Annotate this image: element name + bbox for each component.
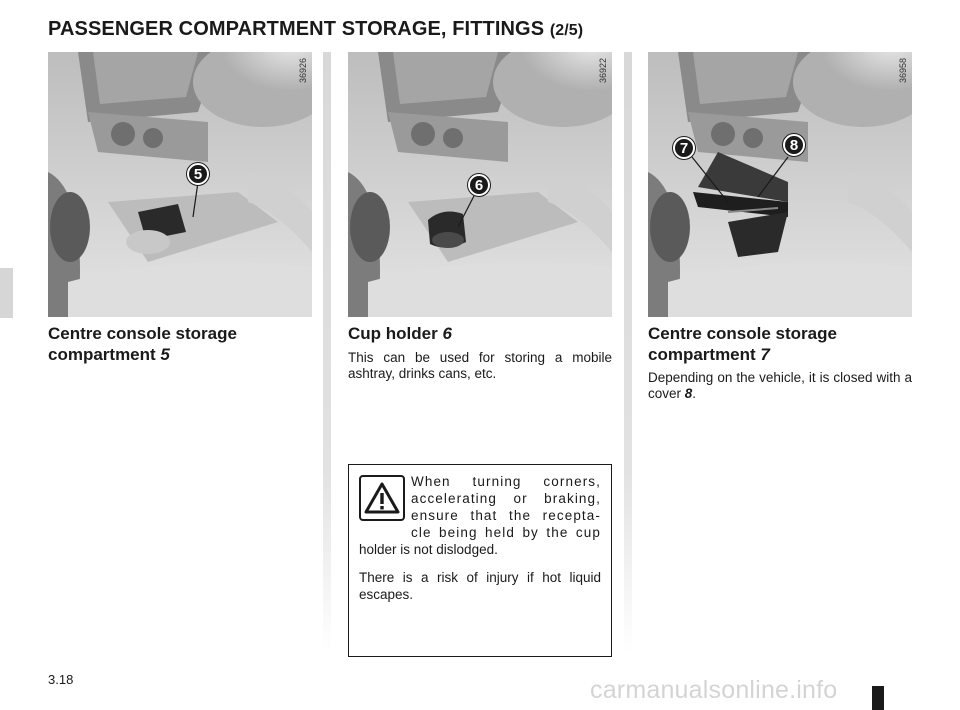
heading-centre-console-storage-7 <box>648 323 868 365</box>
page-title-part: (2/5) <box>549 22 584 39</box>
description-ref: 8 <box>684 386 693 401</box>
storage-cover-description <box>648 370 912 402</box>
photo-centre-console-illustration <box>48 52 312 317</box>
warning-triangle-icon <box>359 475 405 521</box>
photo-code: 36926 <box>298 58 308 84</box>
column-divider-1 <box>323 52 331 652</box>
heading-text: Centre console storage compartment <box>648 324 837 364</box>
heading-text: Cup holder <box>348 324 438 343</box>
page-number: 3.18 <box>48 672 74 687</box>
description-end: . <box>692 386 697 401</box>
section-side-tab <box>0 268 13 318</box>
description-text: Depending on the vehicle, it is closed with a cover <box>648 370 912 401</box>
warning-p2: There is a risk of injury if hot liquid escapes. <box>359 570 601 602</box>
heading-cup-holder <box>348 323 612 344</box>
photo-centre-console <box>48 52 312 317</box>
heading-ref: 5 <box>160 345 170 364</box>
heading-ref: 6 <box>442 324 452 343</box>
footer-mark <box>872 686 884 710</box>
callout-8: 8 <box>783 134 805 156</box>
photo-cup-holder <box>348 52 612 317</box>
photo-storage-cover-illustration <box>648 52 912 317</box>
warning-rest: holder is not dislodged. <box>359 542 498 557</box>
warning-box <box>348 464 612 657</box>
column-divider-2 <box>624 52 632 652</box>
photo-code: 36958 <box>898 58 908 84</box>
heading-text: Centre console storage compartment <box>48 324 237 364</box>
callout-7: 7 <box>673 137 695 159</box>
watermark: carmanualsonline.info <box>590 676 838 704</box>
page-title-text: PASSENGER COMPARTMENT STORAGE, FITTINGS <box>48 18 545 40</box>
page-title <box>48 18 583 41</box>
warning-triangle-icon-svg <box>364 482 400 514</box>
warning-lead: When turning corners, accelerating or braking, ensure that the recepta-cle being held by the cup <box>411 474 601 540</box>
heading-ref: 7 <box>760 345 770 364</box>
callout-6: 6 <box>468 174 490 196</box>
cup-holder-description: This can be used for storing a mobile ashtray, drinks cans, etc. <box>348 350 612 381</box>
photo-code: 36922 <box>598 58 608 84</box>
photo-storage-cover <box>648 52 912 317</box>
heading-centre-console-storage <box>48 323 312 365</box>
callout-5: 5 <box>187 163 209 185</box>
